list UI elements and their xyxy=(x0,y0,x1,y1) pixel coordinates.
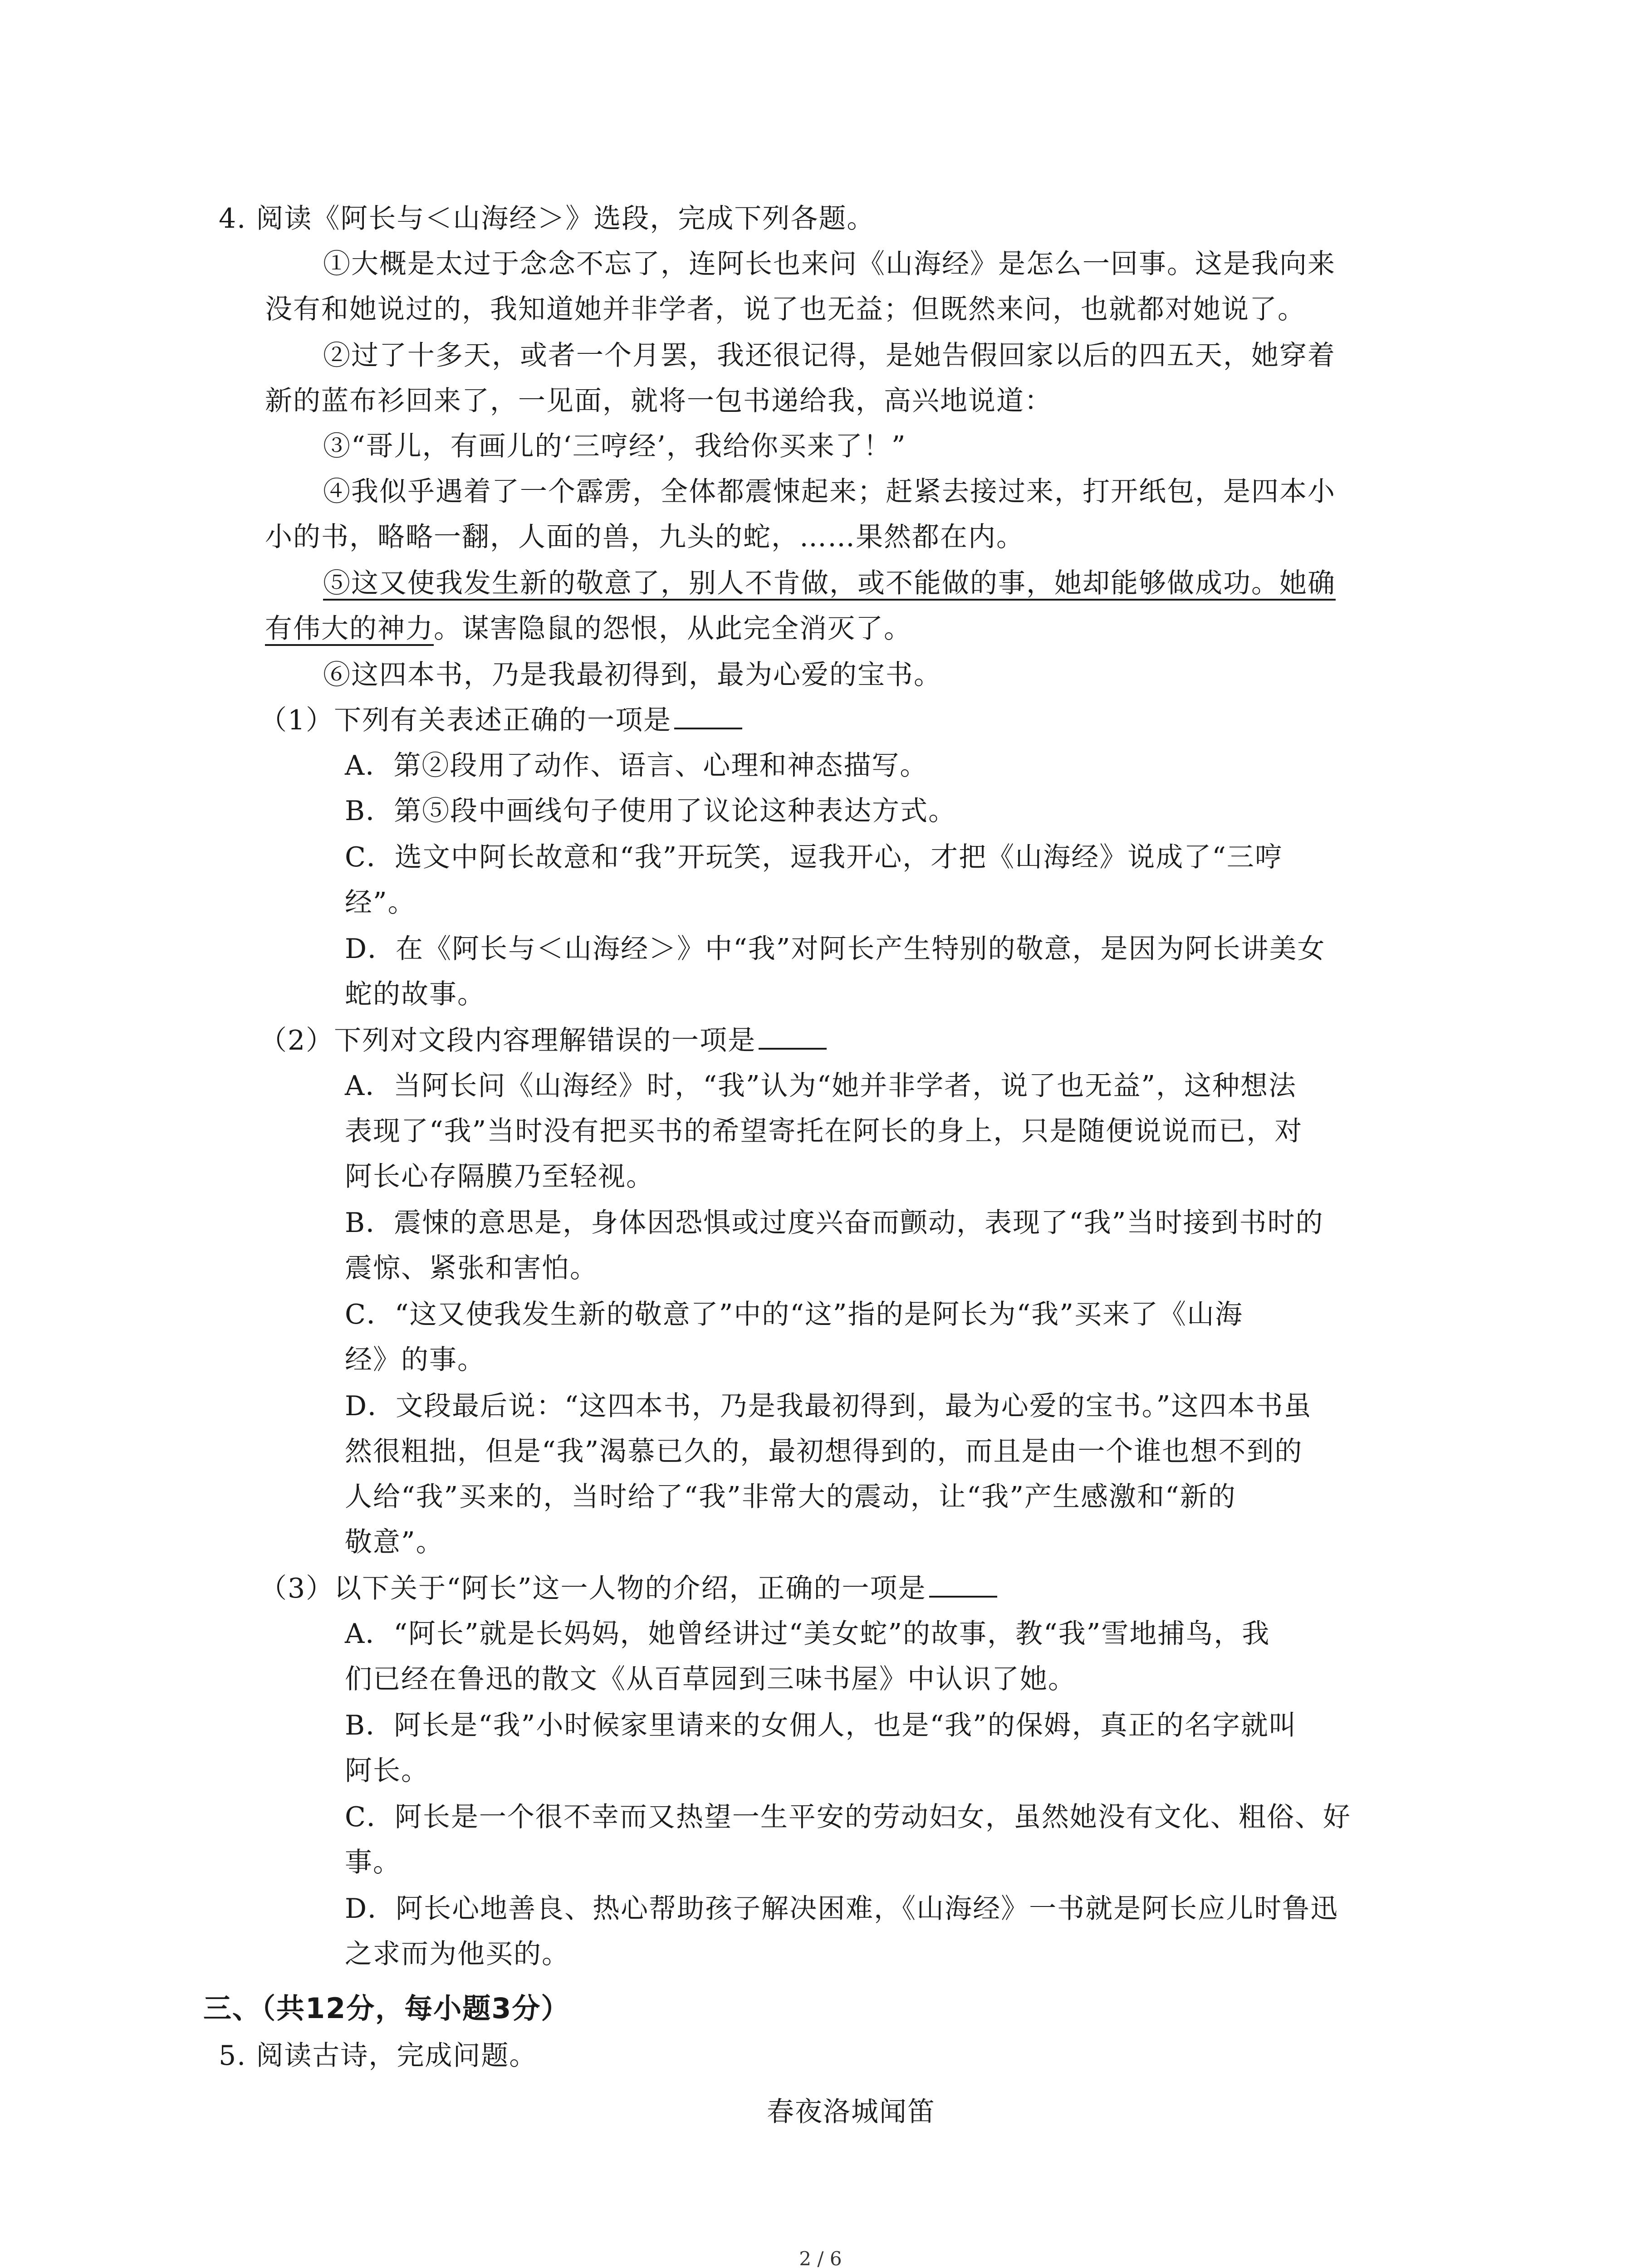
passage-paragraph-4-line-1: ④我似乎遇着了一个霹雳，全体都震悚起来；赶紧去接过来，打开纸包，是四本小 xyxy=(323,476,1336,508)
subquestion-2-option-b-line-1: B．震悚的意思是，身体因恐惧或过度兴奋而颤动，表现了“我”当时接到书时的 xyxy=(345,1207,1324,1239)
subquestion-2-option-a-line-2: 表现了“我”当时没有把买书的希望寄托在阿长的身上，只是随便说说而已，对 xyxy=(345,1115,1303,1147)
subquestion-3-option-a-line-1: A．“阿长”就是长妈妈，她曾经讲过“美女蛇”的故事，教“我”雪地捕鸟，我 xyxy=(345,1618,1270,1650)
passage-paragraph-2-line-1: ②过了十多天，或者一个月罢，我还很记得，是她告假回家以后的四五天，她穿着 xyxy=(323,340,1336,371)
poem-title: 春夜洛城闻笛 xyxy=(767,2096,936,2128)
subquestion-2-option-d-line-4: 敬意”。 xyxy=(345,1526,444,1558)
subquestion-2-option-a-line-3: 阿长心存隔膜乃至轻视。 xyxy=(345,1161,654,1193)
subquestion-1-option-b: B．第⑤段中画线句子使用了议论这种表达方式。 xyxy=(345,795,957,827)
subquestion-3-option-d-line-2: 之求而为他买的。 xyxy=(345,1938,570,1970)
subquestion-2-option-c-line-1: C．“这又使我发生新的敬意了”中的“这”指的是阿长为“我”买来了《山海 xyxy=(345,1299,1243,1330)
subquestion-1-stem: （1）下列有关表述正确的一项是 xyxy=(260,698,742,743)
subquestion-3-option-d-line-1: D．阿长心地善良、热心帮助孩子解决困难，《山海经》一书就是阿长应儿时鲁迅 xyxy=(345,1893,1339,1925)
section-3-heading: 三、（共12分，每小题3分） xyxy=(203,1992,570,2025)
subquestion-2-option-c-line-2: 经》的事。 xyxy=(345,1344,485,1376)
subquestion-3-stem: （3）以下关于“阿长”这一人物的介绍，正确的一项是 xyxy=(260,1566,997,1611)
paragraph-5-remainder: 。谋害隐鼠的怨恨，从此完全消灭了。 xyxy=(434,613,912,645)
passage-paragraph-3: ③“哥儿，有画儿的‘三哼经’，我给你买来了！” xyxy=(323,430,906,462)
subquestion-2-option-b-line-2: 震惊、紧张和害怕。 xyxy=(345,1252,598,1284)
answer-blank xyxy=(674,728,742,729)
subquestion-3-option-a-line-2: 们已经在鲁迅的散文《从百草园到三味书屋》中认识了她。 xyxy=(345,1663,1076,1695)
subquestion-3-option-c-line-1: C．阿长是一个很不幸而又热望一生平安的劳动妇女，虽然她没有文化、粗俗、好 xyxy=(345,1801,1351,1833)
answer-blank xyxy=(759,1048,827,1050)
subquestion-1-option-d-line-1: D．在《阿长与＜山海经＞》中“我”对阿长产生特别的敬意，是因为阿长讲美女 xyxy=(345,933,1326,965)
subquestion-2-option-a-line-1: A．当阿长问《山海经》时，“我”认为“她并非学者，说了也无益”，这种想法 xyxy=(345,1070,1297,1102)
subquestion-3-option-b-line-2: 阿长。 xyxy=(345,1755,429,1787)
subquestion-2-stem: （2）下列对文段内容理解错误的一项是 xyxy=(260,1018,827,1063)
underlined-sentence-end: 有伟大的神力 xyxy=(265,613,434,645)
passage-paragraph-2-line-2: 新的蓝布衫回来了，一见面，就将一包书递给我，高兴地说道： xyxy=(265,385,1053,417)
subquestion-3-option-b-line-1: B．阿长是“我”小时候家里请来的女佣人，也是“我”的保姆，真正的名字就叫 xyxy=(345,1710,1297,1741)
subquestion-3-option-c-line-2: 事。 xyxy=(345,1847,401,1878)
subquestion-2-option-d-line-3: 人给“我”买来的，当时给了“我”非常大的震动，让“我”产生感激和“新的 xyxy=(345,1481,1236,1513)
subquestion-1-option-c-line-2: 经”。 xyxy=(345,887,416,919)
subquestion-2-option-d-line-1: D．文段最后说：“这四本书，乃是我最初得到，最为心爱的宝书。”这四本书虽 xyxy=(345,1390,1312,1422)
subquestion-1-option-c-line-1: C．选文中阿长故意和“我”开玩笑，逗我开心，才把《山海经》说成了“三哼 xyxy=(345,841,1283,873)
subquestion-2-option-d-line-2: 然很粗拙，但是“我”渴慕已久的，最初想得到的，而且是由一个谁也想不到的 xyxy=(345,1436,1303,1467)
subquestion-1-option-a: A．第②段用了动作、语言、心理和神态描写。 xyxy=(345,750,928,782)
passage-paragraph-5-line-2 xyxy=(265,606,912,651)
question-4-intro: 4. 阅读《阿长与＜山海经＞》选段，完成下列各题。 xyxy=(219,203,875,235)
passage-paragraph-6: ⑥这四本书，乃是我最初得到，最为心爱的宝书。 xyxy=(323,659,942,691)
passage-paragraph-5-line-1-underlined: ⑤这又使我发生新的敬意了，别人不肯做，或不能做的事，她却能够做成功。她确 xyxy=(323,567,1336,599)
passage-paragraph-1-line-2: 没有和她说过的，我知道她并非学者，说了也无益；但既然来问，也就都对她说了。 xyxy=(265,293,1306,325)
passage-paragraph-4-line-2: 小的书，略略一翻，人面的兽，九头的蛇，……果然都在内。 xyxy=(265,521,1024,553)
answer-blank xyxy=(929,1596,997,1598)
question-5-intro: 5. 阅读古诗，完成问题。 xyxy=(219,2040,538,2072)
page-number: 2 / 6 xyxy=(799,2248,842,2268)
subquestion-1-option-d-line-2: 蛇的故事。 xyxy=(345,978,485,1010)
passage-paragraph-1-line-1: ①大概是太过于念念不忘了，连阿长也来问《山海经》是怎么一回事。这是我向来 xyxy=(323,248,1336,280)
